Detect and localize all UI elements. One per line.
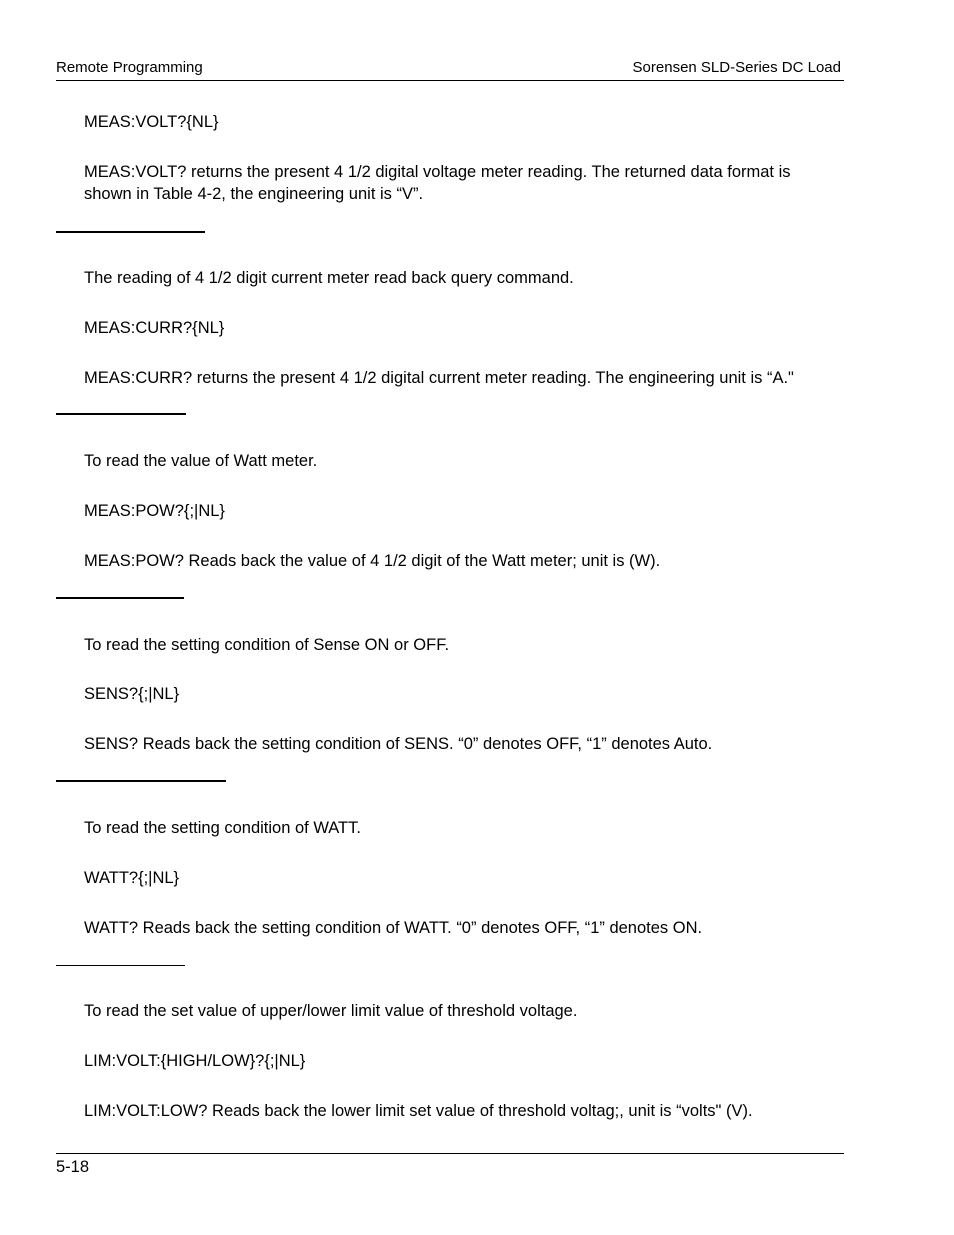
command-purpose: To read the setting condition of WATT. xyxy=(84,819,361,837)
page-number: 5-18 xyxy=(56,1158,90,1176)
command-description: MEAS:CURR? returns the present 4 1/2 digital current meter reading. The engineering unit is “A." xyxy=(84,369,794,387)
command-syntax: SENS?{;|NL} xyxy=(84,685,180,703)
section-divider xyxy=(56,413,186,415)
command-purpose: To read the setting condition of Sense ON or OFF. xyxy=(84,636,450,654)
command-syntax: MEAS:VOLT?{NL} xyxy=(84,113,219,131)
command-purpose: To read the set value of upper/lower limit value of threshold voltage. xyxy=(84,1002,578,1020)
command-description: MEAS:VOLT? returns the present 4 1/2 digital voltage meter reading. The returned data format is shown in Table 4-2, the engineering unit is “V”. xyxy=(84,163,791,203)
command-description: SENS? Reads back the setting condition of SENS. “0” denotes OFF, “1” denotes Auto. xyxy=(84,735,713,753)
section-divider xyxy=(56,965,185,966)
command-syntax: LIM:VOLT:{HIGH/LOW}?{;|NL} xyxy=(84,1052,306,1070)
section-divider xyxy=(56,231,205,233)
command-purpose: The reading of 4 1/2 digit current meter read back query command. xyxy=(84,269,574,287)
command-purpose: To read the value of Watt meter. xyxy=(84,452,318,470)
command-description: WATT? Reads back the setting condition of WATT. “0” denotes OFF, “1” denotes ON. xyxy=(84,919,703,937)
section-divider xyxy=(56,780,226,782)
header-section-title: Remote Programming xyxy=(56,59,203,76)
header-document-title: Sorensen SLD-Series DC Load xyxy=(632,59,841,76)
command-syntax: MEAS:POW?{;|NL} xyxy=(84,502,225,520)
command-description: MEAS:POW? Reads back the value of 4 1/2 digit of the Watt meter; unit is (W). xyxy=(84,552,661,570)
page-header xyxy=(56,58,844,81)
command-syntax: WATT?{;|NL} xyxy=(84,869,180,887)
footer-divider xyxy=(56,1153,844,1154)
command-syntax: MEAS:CURR?{NL} xyxy=(84,319,225,337)
command-description: LIM:VOLT:LOW? Reads back the lower limit set value of threshold voltag;, unit is “volts" (V). xyxy=(84,1102,753,1120)
section-divider xyxy=(56,597,184,599)
